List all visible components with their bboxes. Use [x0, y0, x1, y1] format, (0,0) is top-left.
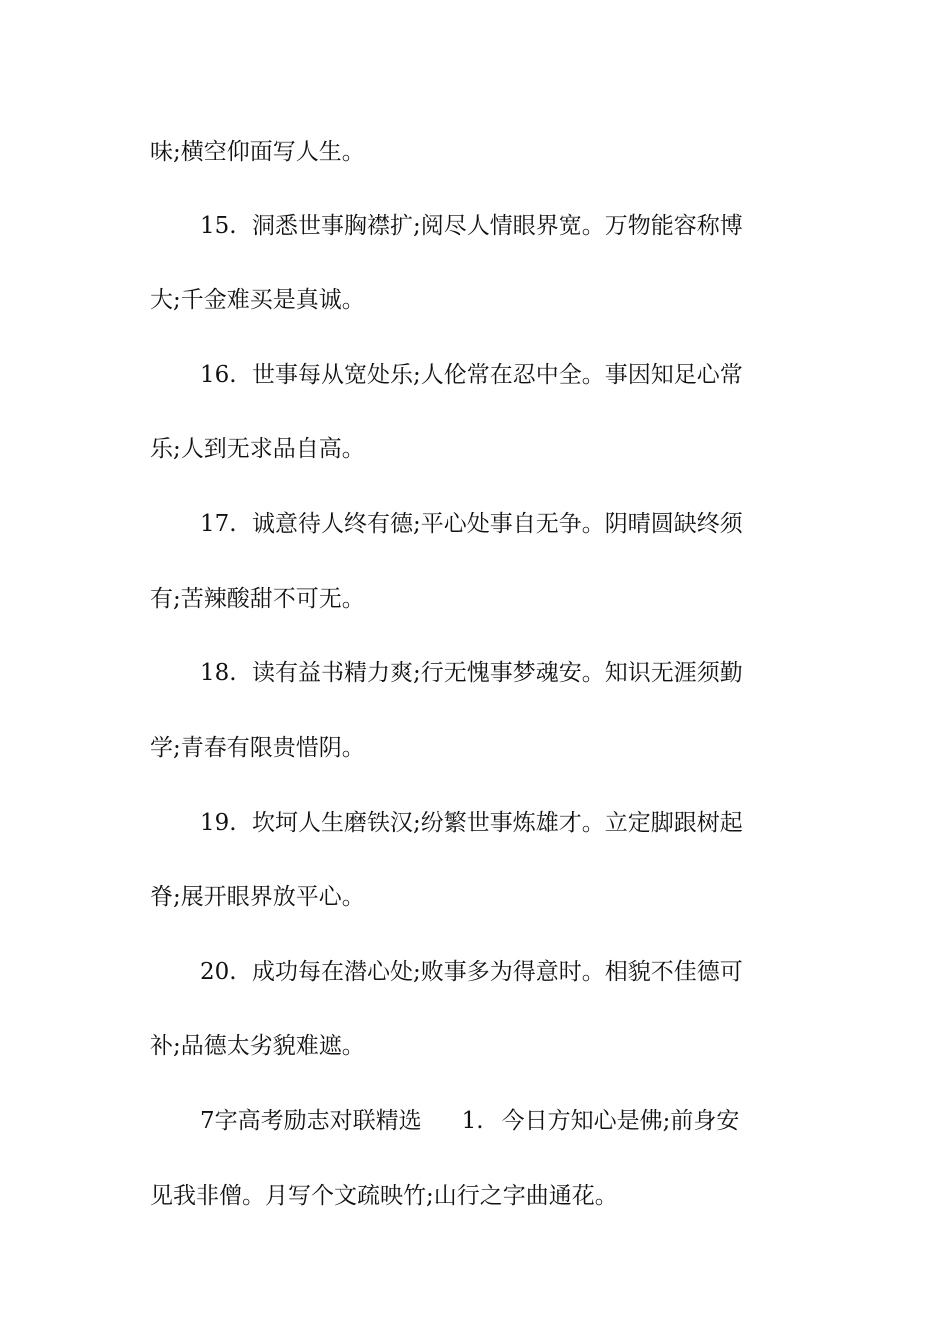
item-number: 18. — [200, 660, 237, 686]
text-line — [150, 882, 810, 912]
paragraph-tail: 补;品德太劣貌难遮。 — [150, 1033, 365, 1059]
paragraph-tail: 脊;展开眼界放平心。 — [150, 884, 365, 910]
item-text: 坎坷人生磨铁汉;纷繁世事炼雄才。立定脚跟树起 — [252, 810, 743, 836]
text-line — [150, 584, 810, 614]
item-text: 今日方知心是佛;前身安 — [501, 1108, 740, 1134]
item-text: 世事每从宽处乐;人伦常在忍中全。事因知足心常 — [252, 362, 743, 388]
section-heading-line — [200, 1106, 810, 1136]
text-line — [150, 733, 810, 763]
couplet-item — [200, 658, 810, 688]
paragraph-tail: 学;青春有限贵惜阴。 — [150, 735, 365, 761]
item-text: 诚意待人终有德;平心处事自无争。阴晴圆缺终须 — [252, 511, 743, 537]
paragraph-tail: 大;千金难买是真诚。 — [150, 287, 365, 313]
item-text: 洞悉世事胸襟扩;阅尽人情眼界宽。万物能容称博 — [252, 213, 743, 239]
paragraph-tail: 有;苦辣酸甜不可无。 — [150, 586, 365, 612]
text-line — [150, 137, 810, 167]
text-line — [150, 434, 810, 464]
couplet-item — [200, 360, 810, 390]
item-number: 1. — [461, 1108, 484, 1134]
paragraph-tail: 见我非僧。月写个文疏映竹;山行之字曲通花。 — [150, 1183, 618, 1209]
couplet-item — [200, 509, 810, 539]
item-text: 成功每在潜心处;败事多为得意时。相貌不佳德可 — [252, 959, 743, 985]
text-line — [150, 1031, 810, 1061]
text-line — [150, 285, 810, 315]
item-text: 读有益书精力爽;行无愧事梦魂安。知识无涯须勤 — [252, 660, 743, 686]
couplet-item — [200, 957, 810, 987]
item-number: 17. — [200, 511, 237, 537]
couplet-item — [200, 211, 810, 241]
couplet-item — [200, 808, 810, 838]
paragraph-tail: 乐;人到无求品自高。 — [150, 436, 365, 462]
item-number: 16. — [200, 362, 237, 388]
item-number: 19. — [200, 810, 237, 836]
item-number: 15. — [200, 213, 237, 239]
text-line — [150, 1181, 810, 1211]
item-number: 20. — [200, 959, 237, 985]
paragraph-tail: 味;横空仰面写人生。 — [150, 139, 365, 165]
section-title: 7字高考励志对联精选 — [200, 1108, 422, 1134]
